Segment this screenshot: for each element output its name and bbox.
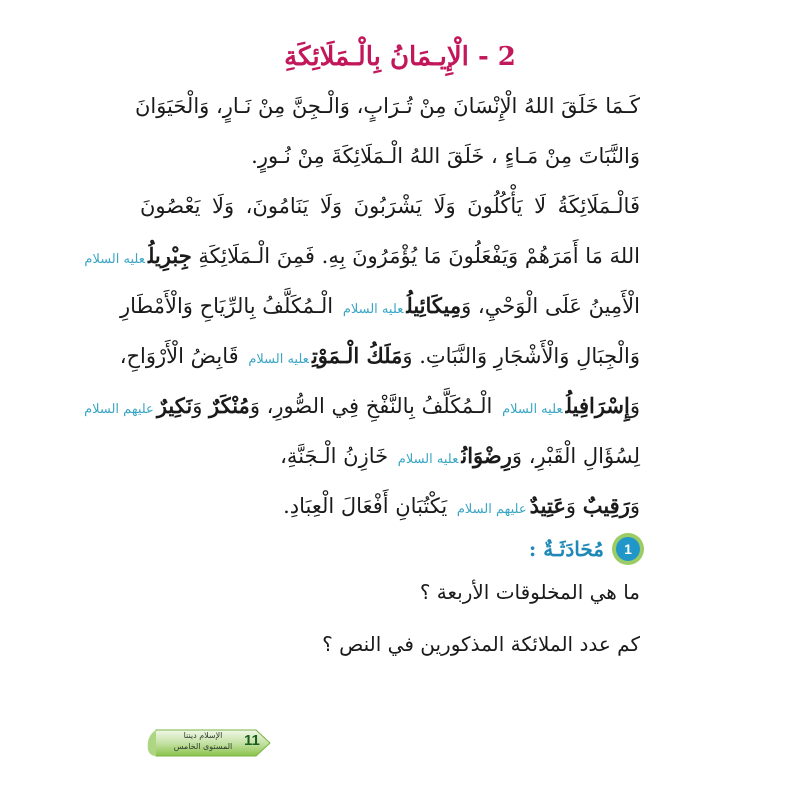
name-munkar: مُنْكَرٌ — [209, 393, 250, 418]
section-title: 2 - الْإِيـمَانُ بِالْـمَلَائِكَةِ — [284, 42, 516, 72]
question-2: كم عدد الملائكة المذكورين في النص ؟ — [322, 632, 640, 656]
salutation-icon: عليهم السلام — [84, 402, 154, 417]
footer-line-2: المستوى الخامس — [173, 742, 233, 751]
line-7-text-c: وَ — [192, 394, 203, 418]
salutation-icon: عليهم السلام — [456, 502, 527, 517]
line-9-text-b: وَ — [565, 494, 577, 518]
text-line-2: وَالنَّبَاتَ مِنْ مَـاءٍ ، خَلَقَ اللهُ الْـمَلَائِكَةَ مِنْ نُـورٍ. — [251, 144, 640, 168]
page-footer-ribbon — [144, 728, 272, 758]
name-atid: عَتِيدٌ — [529, 493, 566, 518]
salutation-icon: عليه السلام — [248, 352, 309, 367]
name-jibril: جِبْرِيلُ — [147, 243, 192, 268]
question-1: ما هي المخلوقات الأربعة ؟ — [419, 580, 640, 604]
line-5-text-a: الْأَمِينُ عَلَى الْوَحْيِ، وَ — [461, 294, 640, 318]
footer-line-1: الإسلام ديننا — [183, 731, 223, 740]
text-line-1: كَـمَا خَلَقَ اللهُ الْإِنْسَانَ مِنْ تُـرَابٍ، وَالْـجِنَّ مِنْ نَـارٍ، وَالْحَيَوَانَ — [134, 94, 640, 118]
line-7-text-a: وَ — [629, 394, 640, 418]
text-line-6 — [119, 338, 640, 378]
line-9-text-a: وَ — [629, 494, 640, 518]
line-7-text-b: الْـمُكَلَّفُ بِالنَّفْخِ فِي الصُّورِ، وَ — [249, 394, 493, 418]
line-6-text-a: وَالْجِبَالِ وَالْأَشْجَارِ وَالنَّبَاتِ. وَ — [402, 344, 640, 368]
footer-book-title — [168, 730, 238, 752]
text-line-4 — [84, 238, 640, 278]
salutation-icon: عليه السلام — [502, 402, 563, 417]
name-nakir: نَكِيرٌ — [156, 393, 193, 418]
name-raqib: رَقِيبٌ — [582, 493, 630, 518]
name-mikail: مِيكَائِيلُ — [406, 293, 462, 318]
text-line-9 — [140, 488, 640, 528]
line-8-text-b: خَازِنُ الْـجَنَّةِ، — [280, 444, 389, 468]
salutation-icon: عليه السلام — [342, 302, 404, 317]
salutation-icon: عليه السلام — [84, 252, 145, 267]
conversation-heading — [529, 532, 640, 566]
line-6-text-b: قَابِضُ الْأَرْوَاحِ، — [119, 344, 239, 368]
text-line-7 — [84, 388, 640, 428]
line-8-text-a: لِسُؤَالِ الْقَبْرِ، وَ — [511, 444, 640, 468]
name-malak-almawt: مَلَكُ الْـمَوْتِ — [311, 343, 403, 368]
text-line-3: فَالْـمَلَائِكَةُ لَا يَأْكُلُونَ وَلَا يَشْرَبُونَ وَلَا يَنَامُونَ، وَلَا يَعْصُونَ — [140, 194, 640, 218]
conversation-label: مُحَادَثَـةٌ : — [528, 537, 604, 561]
salutation-icon: عليه السلام — [397, 452, 459, 467]
name-israfil: إِسْرَافِيلُ — [565, 393, 630, 418]
line-5-text-b: الْـمُكَلَّفُ بِالرِّيَاحِ وَالْأَمْطَارِ — [119, 294, 334, 318]
line-9-text-c: يَكْتُبَانِ أَفْعَالَ الْعِبَادِ. — [283, 494, 448, 518]
line-4-text: اللهَ مَا أَمَرَهُمْ وَيَفْعَلُونَ مَا يُؤْمَرُونَ بِهِ. فَمِنَ الْـمَلَائِكَةِ — [198, 244, 640, 268]
text-line-8 — [140, 438, 640, 478]
conversation-number-badge: 1 — [616, 537, 640, 561]
name-ridwan: رِضْوَانُ — [461, 443, 512, 468]
text-line-5 — [119, 288, 640, 328]
page-number: 11 — [244, 732, 260, 749]
